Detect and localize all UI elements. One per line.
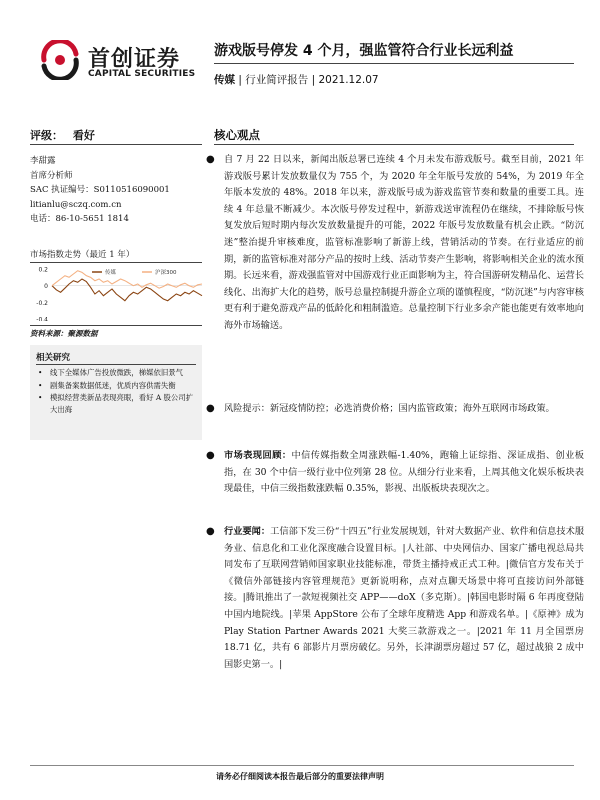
footer-divider	[30, 765, 574, 766]
analyst-email[interactable]: litianlu@sczq.com.cn	[30, 199, 122, 210]
paragraph-lead: 市场表现回顾：	[224, 450, 292, 461]
paragraph-text: 工信部下发三份“十四五”行业发展规划，针对大数据产业、软件和信息技术服务业、信息化和工业化深度融合设置目标。|人社部、中央网信办、国家广播电视总局共同发布了互联网营销师国家职业技能标准，带货主播持戒正式工种。|微信官方发布关于《微信外部链接内容管理规范》更新说明称，点对点聊天场景中将可直接访问外部链接。|腾讯推出了一款短视频社交 APP——doX（多克斯）。|韩国电影时隔 6 年再度登陆中国内地院线。|苹果 AppStore 公布了全球年度精选 App 和游戏名单。|《原神》成为 Play Station Partner Awards 2021 大奖三款游戏之一。|2021 年 11 月全国票房 18.71 亿，共有 6 部影片月票房破亿。另外，长津湖票房超过 57 亿，超过战狼 2 成中国影史第一。|	[224, 526, 585, 670]
logo-english-name: CAPITAL SECURITIES	[88, 69, 196, 79]
bullet-icon: ●	[206, 403, 215, 414]
paragraph-risk	[206, 401, 584, 418]
paragraph-overview	[206, 152, 584, 335]
paragraph-text: 风险提示：新冠疫情防控；必选消费价格；国内监管政策；海外互联网市场政策。	[224, 403, 555, 414]
report-type: 行业简评报告	[245, 74, 309, 86]
industry-label: 传媒	[214, 74, 235, 86]
y-tick-label: 0	[44, 283, 48, 291]
y-tick-label: 0.2	[38, 266, 48, 274]
legend-label: 沪深300	[155, 270, 177, 276]
capital-securities-logo-icon	[38, 40, 82, 80]
related-research-list	[36, 367, 198, 416]
bullet-icon: ●	[206, 526, 215, 537]
rating-value: 看好	[72, 129, 95, 142]
rating	[30, 127, 95, 143]
chart-bottom-divider	[30, 325, 202, 326]
analyst-sac: SAC 执证编号：S0110516090001	[30, 185, 170, 195]
logo-chinese-name: 首创证券	[88, 47, 181, 72]
paragraph-lead: 行业要闻：	[224, 526, 271, 537]
analyst-phone: 电话：86-10-5651 1814	[30, 214, 129, 224]
report-date: 2021.12.07	[318, 74, 379, 86]
legal-disclaimer: 请务必仔细阅读本报告最后部分的重要法律声明	[216, 771, 384, 781]
related-research-divider	[36, 364, 196, 365]
related-research-item[interactable]: • 线下全媒体广告投放微跌，梯媒依旧景气	[36, 367, 198, 379]
analyst-info	[30, 154, 210, 227]
paragraph-market-review	[206, 448, 584, 498]
company-logo	[38, 38, 208, 82]
legend-label: 传媒	[105, 270, 117, 276]
paragraph-industry-news	[206, 524, 585, 673]
chart-source: 资料来源：聚源数据	[30, 329, 98, 338]
analyst-title: 首席分析师	[30, 170, 73, 181]
related-research-item[interactable]: • 剧集备案数据低迷，优质内容供需失衡	[36, 380, 198, 392]
report-title: 游戏版号停发 4 个月，强监管符合行业长远利益	[214, 43, 514, 59]
header-divider	[214, 63, 574, 64]
y-tick-label: -0.4	[36, 316, 48, 321]
chart-title: 市场指数走势（最近 1 年）	[30, 250, 135, 260]
rating-label: 评级：	[30, 129, 63, 142]
core-views-divider	[214, 144, 574, 145]
market-index-chart	[30, 263, 206, 321]
y-tick-label: -0.2	[36, 299, 48, 307]
bullet-icon: ●	[206, 154, 215, 165]
bullet-icon: ●	[206, 450, 215, 461]
related-research-title: 相关研究	[36, 353, 71, 363]
core-views-heading: 核心观点	[214, 128, 260, 142]
paragraph-text: 自 7 月 22 日以来，新闻出版总署已连续 4 个月未发布游戏版号。截至目前，2021 年游戏版号累计发放数量仅为 755 个，为 2020 年全年版号发放的 54%，为 2019 年全年版本发放的 48%。2018 年以来，游戏版号成为游戏监管节奏和数量的重要工具。连续 4 年总量不断减少。本次版号停发过程中，新游戏送审流程仍在继续，不排除版号恢复发放后短时期内每次发放数量提升的可能，2022 年版号发放数量有机会止跌。“防沉迷”整治提升审核难度，监管标准影响了新游上线，营销活动的节奏。在行业适应的前期，新的监管标准对部分产品的按时上线、活动节奏产生影响，将影响相关企业的流水预期。长远来看，游戏强监管对中国游戏行业正面影响为主，符合国游研发精品化、运营长线化、出海扩大化的趋势，版号总量控制提升游企立项的谨慎程度，“防沉迷”与内容审核更有利于避免游戏产品的低龄化和粗制滥造。总量控制下行业多余产能也能更有效率地向海外市场输送。	[224, 154, 584, 331]
related-research-item[interactable]: • 模拟经营类新品表现亮眼，看好 A 股公司扩大出海	[36, 392, 198, 415]
report-meta: 传媒 | 行业简评报告 | 2021.12.07	[214, 74, 379, 86]
rating-divider	[30, 144, 202, 145]
analyst-name: 李甜露	[30, 156, 56, 166]
paragraph-text: 中信传媒指数全周涨跌幅-1.40%，跑输上证综指、深证成指、创业板指，在 30 个中信一级行业中位列第 28 位。从细分行业来看，上周其他文化娱乐板块表现最佳，中信三级指数涨跌幅 0.35%，影视、出版板块表现次之。	[224, 450, 584, 495]
